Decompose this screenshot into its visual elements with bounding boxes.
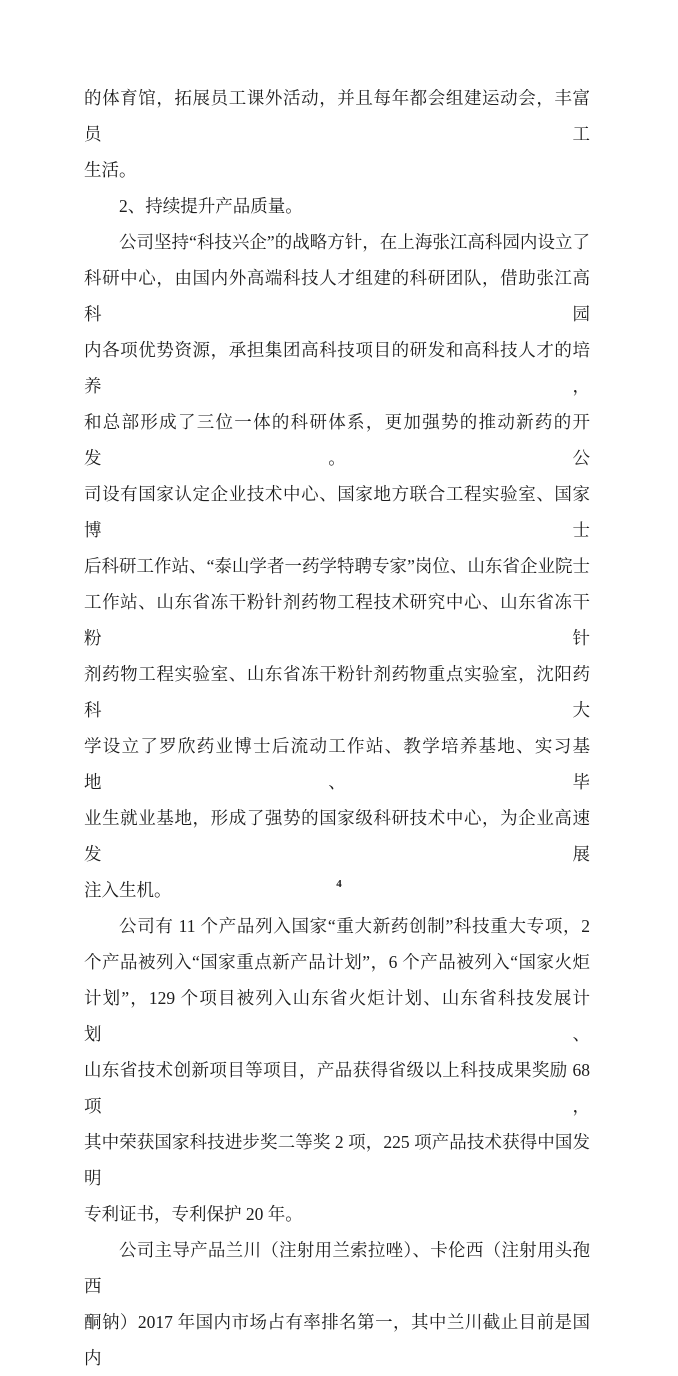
document-body xyxy=(84,80,590,1376)
paragraph xyxy=(84,80,590,188)
paragraph xyxy=(84,1232,590,1376)
text-line: 公司坚持“科技兴企”的战略方针，在上海张江高科园内设立了 xyxy=(119,232,590,252)
text-line: 生活。 xyxy=(84,160,137,180)
text-line: 专利证书，专利保护 20 年。 xyxy=(84,1204,303,1224)
text-line: 工作站、山东省冻干粉针剂药物工程技术研究中心、山东省冻干粉针 xyxy=(84,592,590,648)
text-line: 学设立了罗欣药业博士后流动工作站、教学培养基地、实习基地、毕 xyxy=(84,736,590,792)
text-line: 计划”，129 个项目被列入山东省火炬计划、山东省科技发展计划、 xyxy=(84,988,590,1044)
text-line: 2、持续提升产品质量。 xyxy=(119,196,303,216)
paragraph-heading xyxy=(84,188,590,224)
text-line: 后科研工作站、“泰山学者一药学特聘专家”岗位、山东省企业院士 xyxy=(84,556,590,576)
text-line: 的体育馆，拓展员工课外活动，并且每年都会组建运动会，丰富员工 xyxy=(84,88,590,144)
text-line: 酮钠）2017 年国内市场占有率排名第一，其中兰川截止目前是国内 xyxy=(84,1312,590,1368)
text-line: 公司有 11 个产品列入国家“重大新药创制”科技重大专项，2 xyxy=(119,916,590,936)
text-line: 业生就业基地，形成了强势的国家级科研技术中心，为企业高速发展 xyxy=(84,808,590,864)
paragraph xyxy=(84,908,590,1232)
text-line: 内各项优势资源，承担集团高科技项目的研发和高科技人才的培养， xyxy=(84,340,590,396)
text-line: 个产品被列入“国家重点新产品计划”，6 个产品被列入“国家火炬 xyxy=(84,952,590,972)
text-line: 注入生机。 xyxy=(84,880,172,900)
text-line: 公司主导产品兰川（注射用兰索拉唑）、卡伦西（注射用头孢西 xyxy=(84,1240,590,1296)
paragraph xyxy=(84,224,590,908)
text-line: 剂药物工程实验室、山东省冻干粉针剂药物重点实验室，沈阳药科大 xyxy=(84,664,590,720)
text-line: 其中荣获国家科技进步奖二等奖 2 项，225 项产品技术获得中国发明 xyxy=(84,1132,590,1188)
text-line: 和总部形成了三位一体的科研体系，更加强势的推动新药的开发。公 xyxy=(84,412,590,468)
text-line: 司设有国家认定企业技术中心、国家地方联合工程实验室、国家博士 xyxy=(84,484,590,540)
text-line: 科研中心，由国内外高端科技人才组建的科研团队，借助张江高科园 xyxy=(84,268,590,324)
text-line: 山东省技术创新项目等项目，产品获得省级以上科技成果奖励 68 项， xyxy=(84,1060,590,1116)
page-number: 4 xyxy=(336,878,342,890)
